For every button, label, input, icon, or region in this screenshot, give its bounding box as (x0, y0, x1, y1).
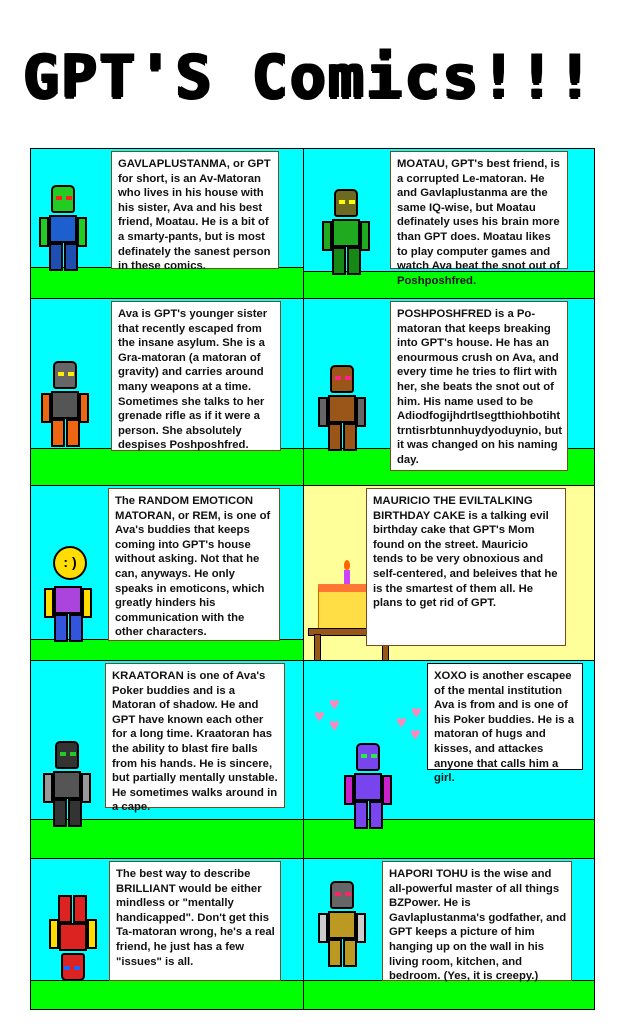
panel-poshposhfred (303, 298, 595, 486)
character-xoxo (342, 743, 394, 829)
description-text: The RANDOM EMOTICON MATORAN, or REM, is one of Ava's buddies that keeps coming into GPT's house without asking. Not that he can, anyways. He only speaks in emoticons, which greatly hinders his communication with the other characters. (108, 488, 280, 641)
heart-icon: ♥ (396, 712, 407, 732)
description-text: POSHPOSHFRED is a Po-matoran that keeps breaking into GPT's house. He has an enourmous crush on Ava, and every time he tries to flirt with her, she beats the snot out of him. His name used to be Adiodfogijhdrtlsegtthiohbotiht trntisrbtunnhuydyoduynio, but it was changed on his naming day. (390, 301, 568, 471)
panel-kraatoran (30, 660, 304, 859)
description-text: GAVLAPLUSTANMA, or GPT for short, is an Av-Matoran who lives in his house with his sister, Ava and his best friend, Moatau. He is a bit of a smarty-pants, but is most definately the sanest person in these comics. (111, 151, 279, 269)
character-hapori-tohu (316, 881, 368, 967)
heart-icon: ♥ (411, 702, 422, 722)
character-brilliant (47, 895, 99, 981)
description-text: MOATAU, GPT's best friend, is a corrupted Le-matoran. He and Gavlaplustanma are the same IQ-wise, but Moatau definately uses his brain more than GPT does. Moatau likes to play computer games and watch Ava beat the snot out of Poshposhfred. (390, 151, 568, 269)
ground (31, 448, 303, 485)
description-text: HAPORI TOHU is the wise and all-powerful master of all things BZPower. He is Gavlaplustanma's godfather, and GPT keeps a picture of him hanging up on the wall in his living room, kitchen, and bedroom. (Yes, it is creepy.) (382, 861, 572, 981)
panel-brilliant (30, 858, 304, 1010)
character-poshposhfred (316, 365, 368, 451)
character-kraatoran (41, 741, 93, 827)
panel-mauricio (303, 485, 595, 661)
description-text: MAURICIO THE EVILTALKING BIRTHDAY CAKE is a talking evil birthday cake that GPT's Mom found on the street. Mauricio tends to be very obnoxious and self-centered, and beleives that he is the smartest of them all. He plans to get rid of GPT. (366, 488, 566, 646)
character-moatau (320, 189, 372, 275)
candle (344, 570, 350, 584)
panel-ava (30, 298, 304, 486)
ground (31, 980, 303, 1009)
character-ava (39, 361, 91, 447)
panel-rem (30, 485, 304, 661)
heart-icon: ♥ (314, 706, 325, 726)
panel-hapori-tohu (303, 858, 595, 1010)
character-rem (42, 556, 94, 642)
table-leg (314, 634, 321, 661)
ground (31, 639, 303, 660)
description-text: Ava is GPT's younger sister that recently escaped from the insane asylum. She is a Gra-matoran (a matoran of gravity) and carries around many weapons at a time. Sometimes she talks to her grenade rifle as if it were a person. She absolutely despises Poshposhfred. (111, 301, 281, 451)
heart-icon: ♥ (410, 724, 421, 744)
panel-moatau (303, 148, 595, 299)
comic-title: GPT'S Comics!!! (22, 42, 595, 112)
description-text: The best way to describe BRILLIANT would be either mindless or "mentally handicapped". Don't get this Ta-matoran wrong, he's a real friend, he just has a few "issues" is all. (109, 861, 281, 981)
heart-icon: ♥ (329, 694, 340, 714)
heart-icon: ♥ (329, 715, 340, 735)
candle-flame-icon (344, 560, 350, 570)
panel-xoxo (303, 660, 595, 859)
character-gavlaplustanma (37, 185, 89, 271)
panel-gavlaplustanma (30, 148, 304, 299)
description-text: XOXO is another escapee of the mental institution Ava is from and is one of his Poker buddies. He is a matoran of hugs and kisses, and attackes anyone that calls him a girl. (427, 663, 583, 770)
ground (304, 980, 594, 1009)
description-text: KRAATORAN is one of Ava's Poker buddies and is a Matoran of shadow. He and GPT have known each other for a long time. Kraatoran has the ability to blast fire balls from his hands. He is sincere, but partially mentally unstable. He sometimes walks around in a cape. (105, 663, 285, 808)
smiley-face-icon: : ) (53, 546, 87, 580)
